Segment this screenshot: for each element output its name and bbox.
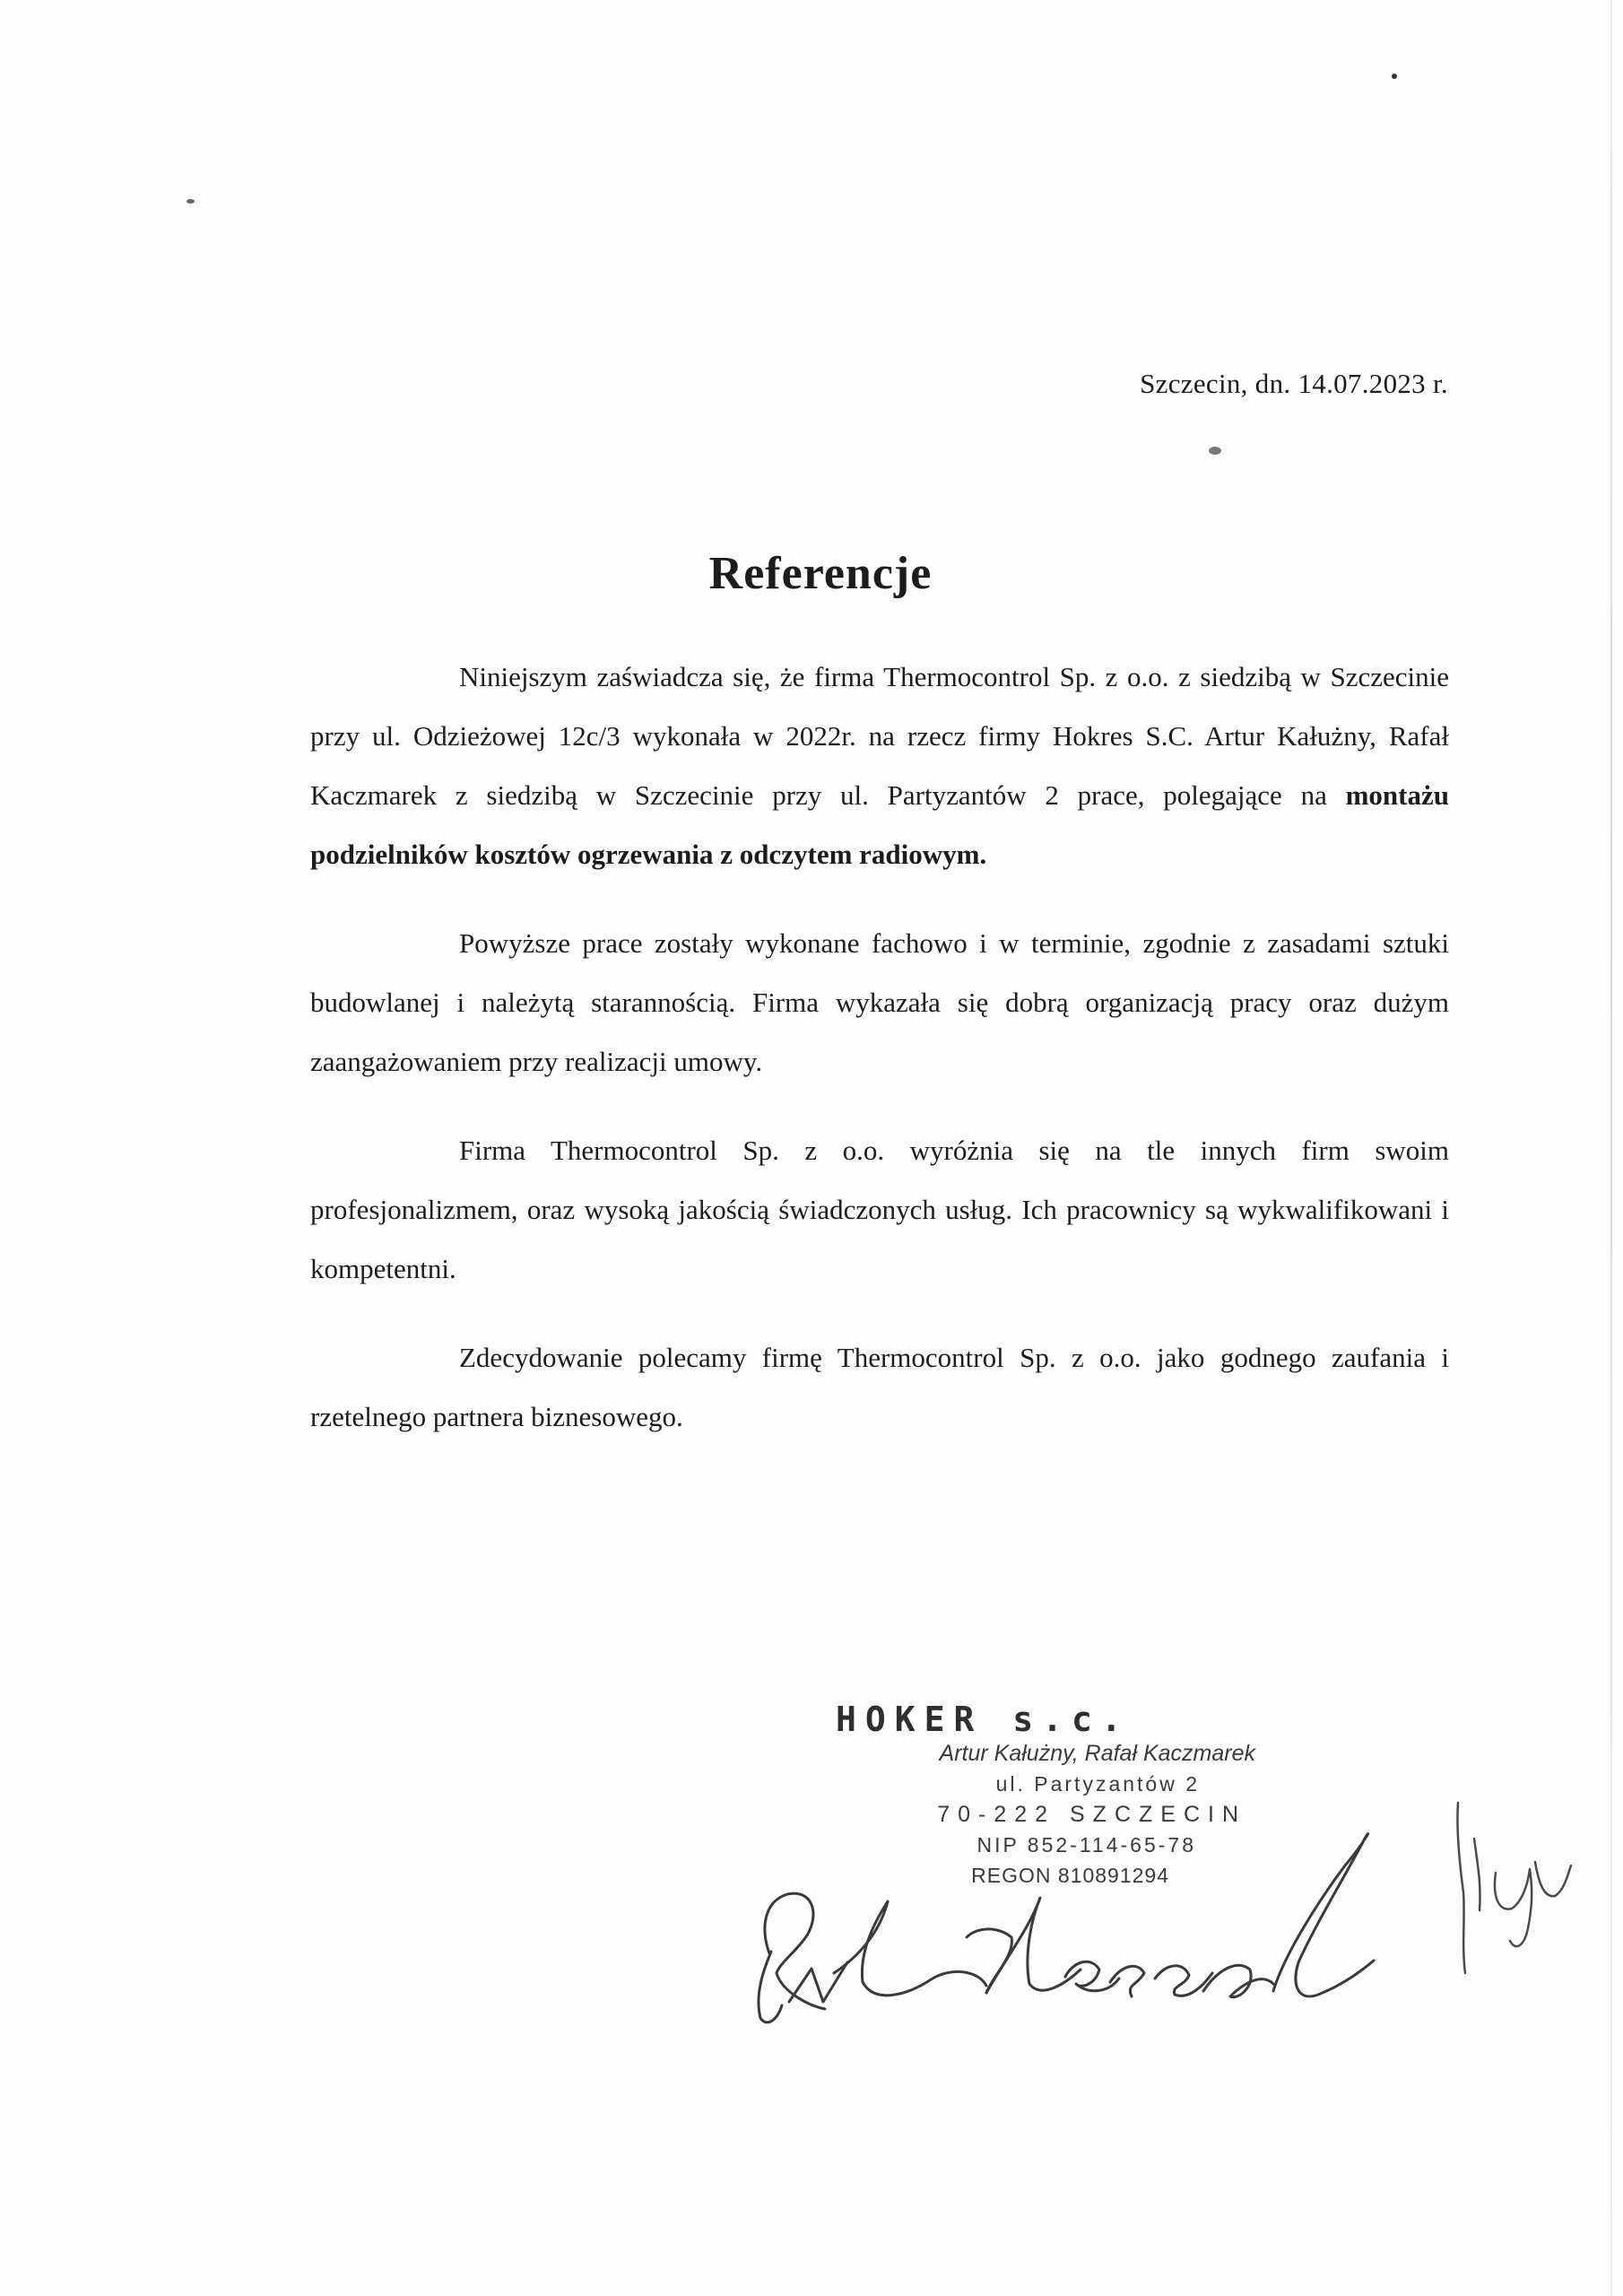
document-body — [310, 648, 1449, 1476]
document-date: Szczecin, dn. 14.07.2023 r. — [1140, 368, 1448, 399]
company-stamp — [834, 1700, 1255, 1891]
stamp-street: ul. Partyzantów 2 — [995, 1772, 1200, 1796]
paragraph-1-text: Niniejszym zaświadcza się, że firma Thermocontrol Sp. z o.o. z siedzibą w Szczecinie przy ul. Odzieżowej 12c/3 wykonała w 2022r. na rzecz firmy Hokres S.C. Artur Kałużny, Rafał Kaczmarek z siedzibą w Szczecinie przy ul. Partyzantów 2 prace, polegające na — [310, 661, 1449, 811]
scan-edge — [1610, 0, 1612, 2296]
paragraph-1-bold: montażu podzielników kosztów ogrzewania z odczytem radiowym. — [310, 779, 1449, 870]
paragraph-2: Powyższe prace zostały wykonane fachowo i w terminie, zgodnie z zasadami sztuki budowlanej i należytą starannością. Firma wykazała się dobrą organizacją pracy oraz dużym zaangażowaniem przy realizacji umowy. — [310, 927, 1449, 1077]
stamp-owners: Artur Kałużny, Rafał Kaczmarek — [939, 1741, 1255, 1766]
scan-speck — [187, 199, 195, 204]
stamp-city: 70-222 SZCZECIN — [937, 1802, 1246, 1827]
scan-speck — [1209, 447, 1221, 455]
scan-speck — [1392, 74, 1397, 79]
paragraph-4: Zdecydowanie polecamy firmę Thermocontrol Sp. z o.o. jako godnego zaufania i rzetelnego partnera biznesowego. — [310, 1342, 1449, 1432]
stamp-nip: NIP 852-114-65-78 — [976, 1833, 1196, 1857]
paragraph-3: Firma Thermocontrol Sp. z o.o. wyróżnia się na tle innych firm swoim profesjonalizmem, oraz wysoką jakością świadczonych usług. Ich pracownicy są wykwalifikowani i kompetentni. — [310, 1135, 1449, 1284]
document-title: Referencje — [708, 548, 933, 599]
stamp-regon: REGON 810891294 — [971, 1864, 1169, 1887]
paragraph-1 — [310, 648, 1449, 884]
signature-secondary — [1457, 1803, 1571, 1973]
stamp-company: HOKER s.c. — [836, 1700, 1131, 1739]
